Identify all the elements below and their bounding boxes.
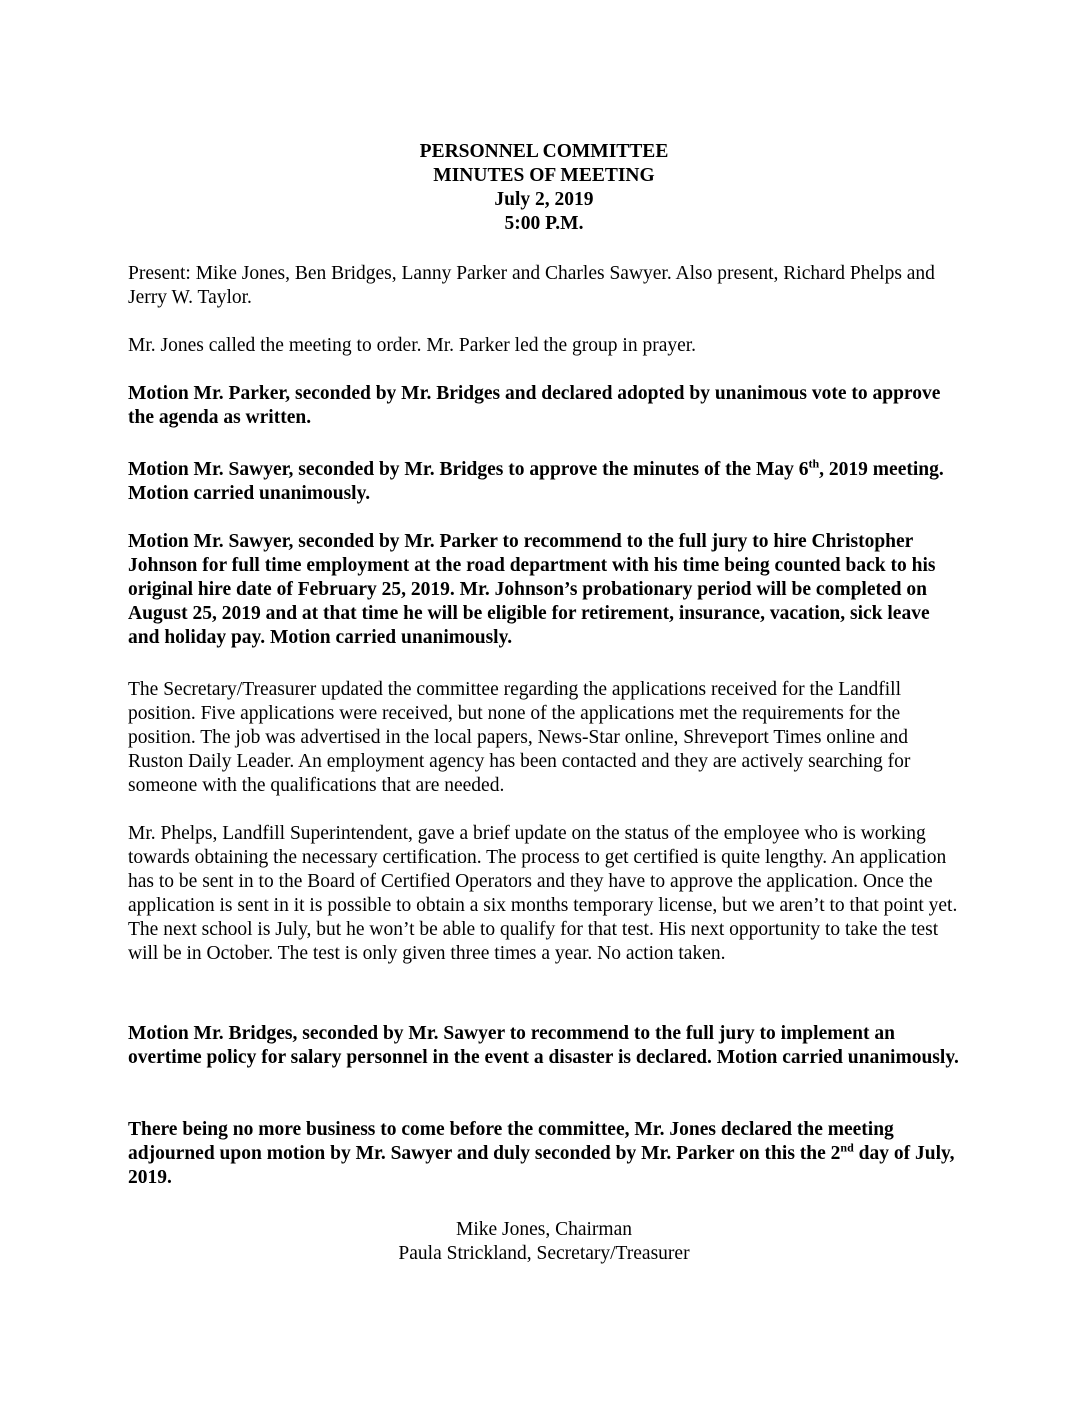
adjournment-text-b: day of July, 2019. — [128, 1143, 955, 1188]
signature-chairman: Mike Jones, Chairman — [455, 1219, 632, 1240]
header-committee: PERSONNEL COMMITTEE — [419, 141, 669, 162]
signature-secretary: Paula Strickland, Secretary/Treasurer — [398, 1243, 690, 1264]
motion-minutes-paragraph — [128, 458, 960, 506]
call-to-order-paragraph: Mr. Jones called the meeting to order. Mr. Parker led the group in prayer. — [128, 335, 697, 356]
motion-minutes-text-b: , 2019 meeting. Motion carried unanimously. — [128, 459, 944, 504]
motion-hire-paragraph: Motion Mr. Sawyer, seconded by Mr. Parker to recommend to the full jury to hire Christopher Johnson for full time employment at the road department with his time being counted back to his original hire date of February 25, 2019. Mr. Johnson’s probationary period will be completed on August 25, 2019 and at that time he will be eligible for retirement, insurance, vacation, sick leave and holiday pay. Motion carried unanimously. — [128, 531, 936, 648]
phelps-update-paragraph: Mr. Phelps, Landfill Superintendent, gave a brief update on the status of the employee who is working towards obtaining the necessary certification. The process to get certified is quite lengthy. An application has to be sent in to the Board of Certified Operators and they have to approve the application. Once the application is sent in it is possible to obtain a six months temporary license, but we aren’t to that point yet. The next school is July, but he won’t be able to qualify for that test. His next opportunity to take the test will be in October. The test is only given three times a year. No action taken. — [128, 823, 958, 964]
motion-agenda-paragraph: Motion Mr. Parker, seconded by Mr. Bridges and declared adopted by unanimous vote to approve the agenda as written. — [128, 383, 941, 428]
motion-overtime-paragraph: Motion Mr. Bridges, seconded by Mr. Sawyer to recommend to the full jury to implement an overtime policy for salary personnel in the event a disaster is declared. Motion carried unanimously. — [128, 1023, 959, 1068]
landfill-update-paragraph: The Secretary/Treasurer updated the committee regarding the applications received for the Landfill position. Five applications were received, but none of the applications met the requirements for the position. The job was advertised in the local papers, News-Star online, Shreveport Times online and Ruston Daily Leader. An employment agency has been contacted and they are actively searching for someone with the qualifications that are needed. — [128, 679, 911, 796]
present-paragraph: Present: Mike Jones, Ben Bridges, Lanny Parker and Charles Sawyer. Also present, Richard Phelps and Jerry W. Taylor. — [128, 263, 935, 308]
header-date: July 2, 2019 — [494, 189, 594, 210]
header-minutes: MINUTES OF MEETING — [433, 165, 655, 186]
adjournment-paragraph — [128, 1118, 960, 1190]
adjournment-text-a: There being no more business to come before the committee, Mr. Jones declared the meeting adjourned upon motion by Mr. Sawyer and duly seconded by Mr. Parker on this the 2 — [128, 1119, 894, 1164]
adjournment-superscript: nd — [840, 1140, 854, 1155]
motion-minutes-text-a: Motion Mr. Sawyer, seconded by Mr. Bridges to approve the minutes of the May 6 — [128, 459, 809, 480]
motion-minutes-superscript: th — [808, 456, 820, 471]
header-time: 5:00 P.M. — [504, 213, 584, 234]
